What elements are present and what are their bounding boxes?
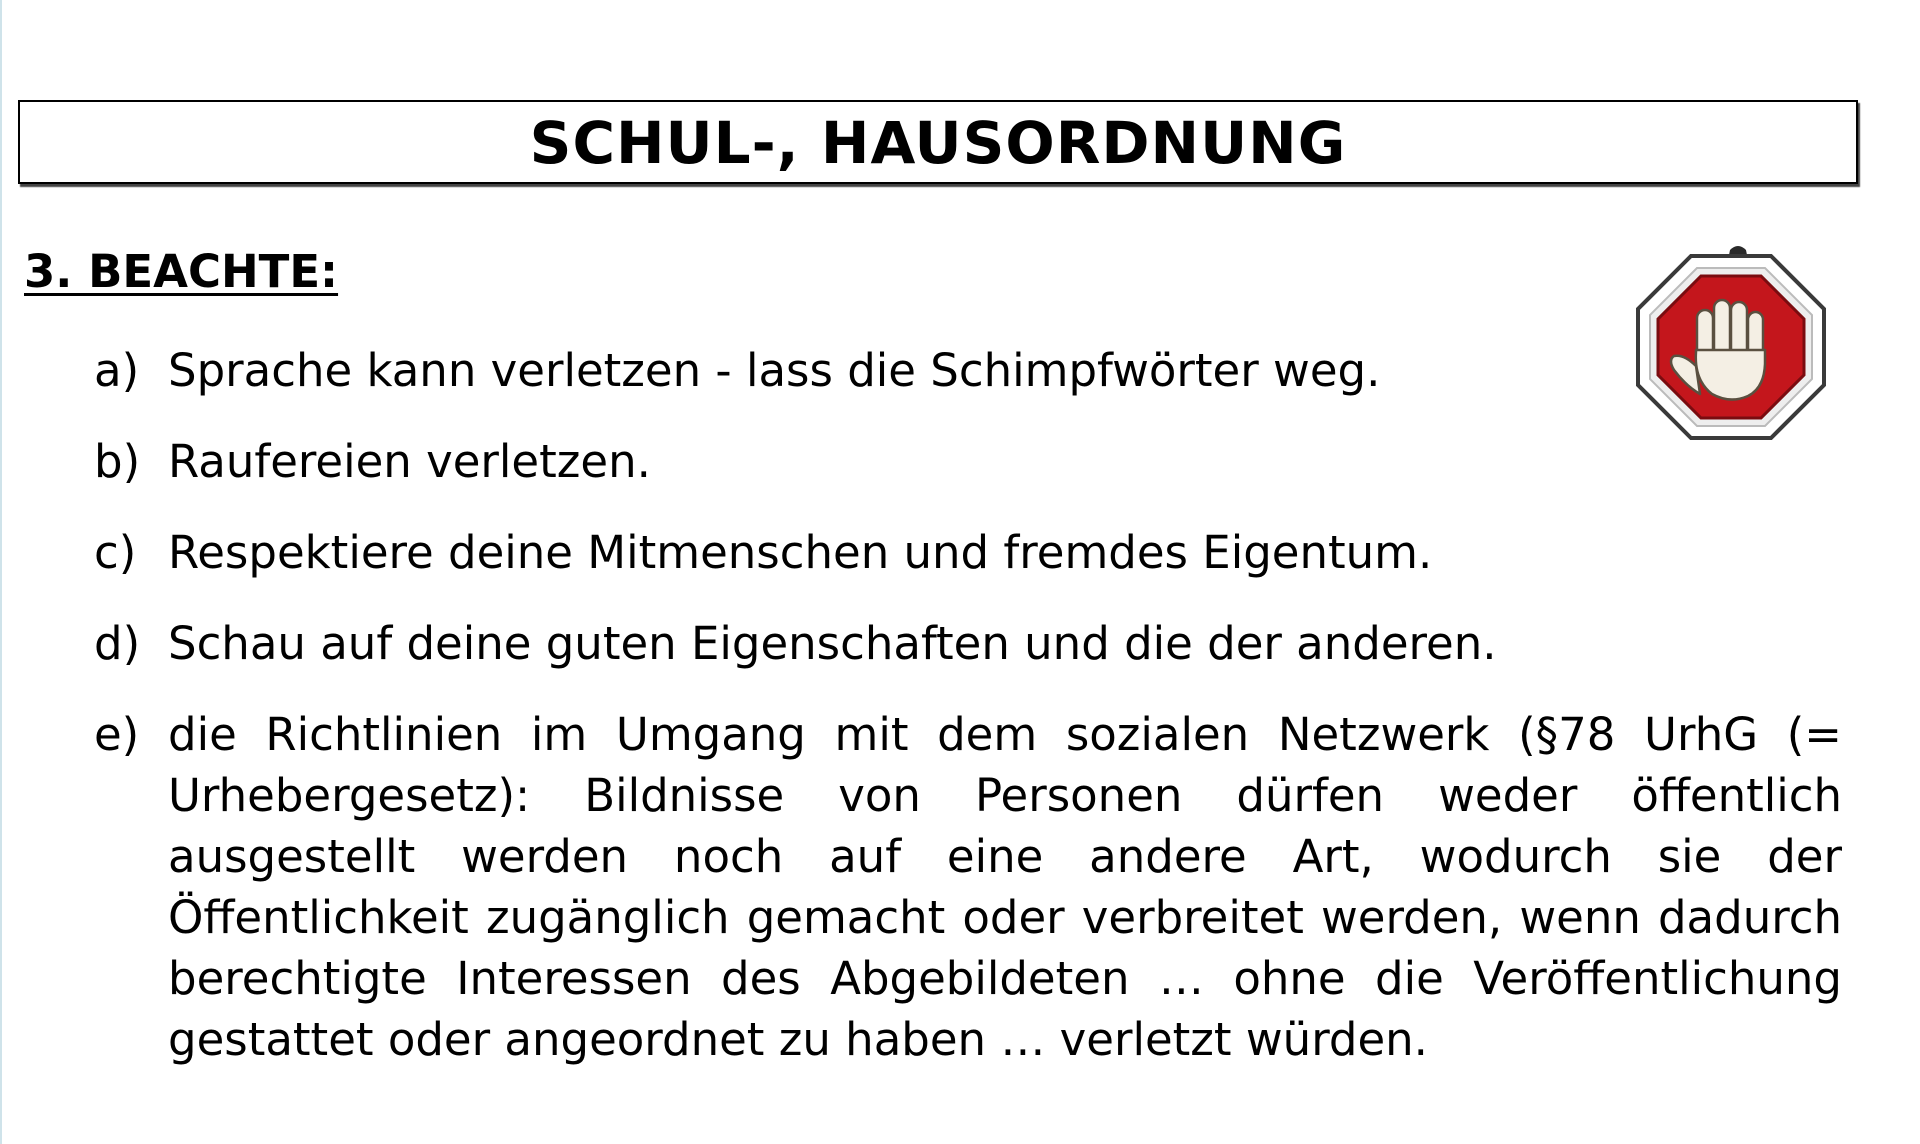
rule-item-d [94,613,1842,674]
rule-text: Respektiere deine Mitmenschen und fremdes Eigentum. [168,526,1433,579]
rule-marker: b) [94,435,141,488]
rule-marker: d) [94,617,141,670]
rule-marker: e) [94,708,140,761]
rule-item-c [94,522,1842,583]
rules-list [94,340,1842,1070]
page-edge [0,0,2,1144]
page-title: SCHUL-, HAUSORDNUNG [529,109,1347,177]
rule-item-a [94,340,1842,401]
rule-marker: c) [94,526,137,579]
rule-item-e [94,704,1842,1070]
rule-text: die Richtlinien im Umgang mit dem sozialen Netzwerk (§78 UrhG (= Urhebergesetz): Bildnisse von Personen dürfen weder öffentlich ausgestellt werden noch auf eine andere Art, wodurch sie der Öffentlichkeit zugänglich gemacht oder verbreitet werden, wenn dadurch berechtigte Interessen des Abgebildeten … ohne die Veröffentlichung gestattet oder angeordnet zu haben … verletzt würden. [168,708,1842,1066]
rule-text: Schau auf deine guten Eigenschaften und die der anderen. [168,617,1497,670]
rule-text: Sprache kann verletzen - lass die Schimpfwörter weg. [168,344,1381,397]
rule-item-b [94,431,1842,492]
rule-marker: a) [94,344,140,397]
rule-text: Raufereien verletzen. [168,435,651,488]
section-heading: 3. BEACHTE: [24,245,339,298]
title-box [18,100,1858,184]
